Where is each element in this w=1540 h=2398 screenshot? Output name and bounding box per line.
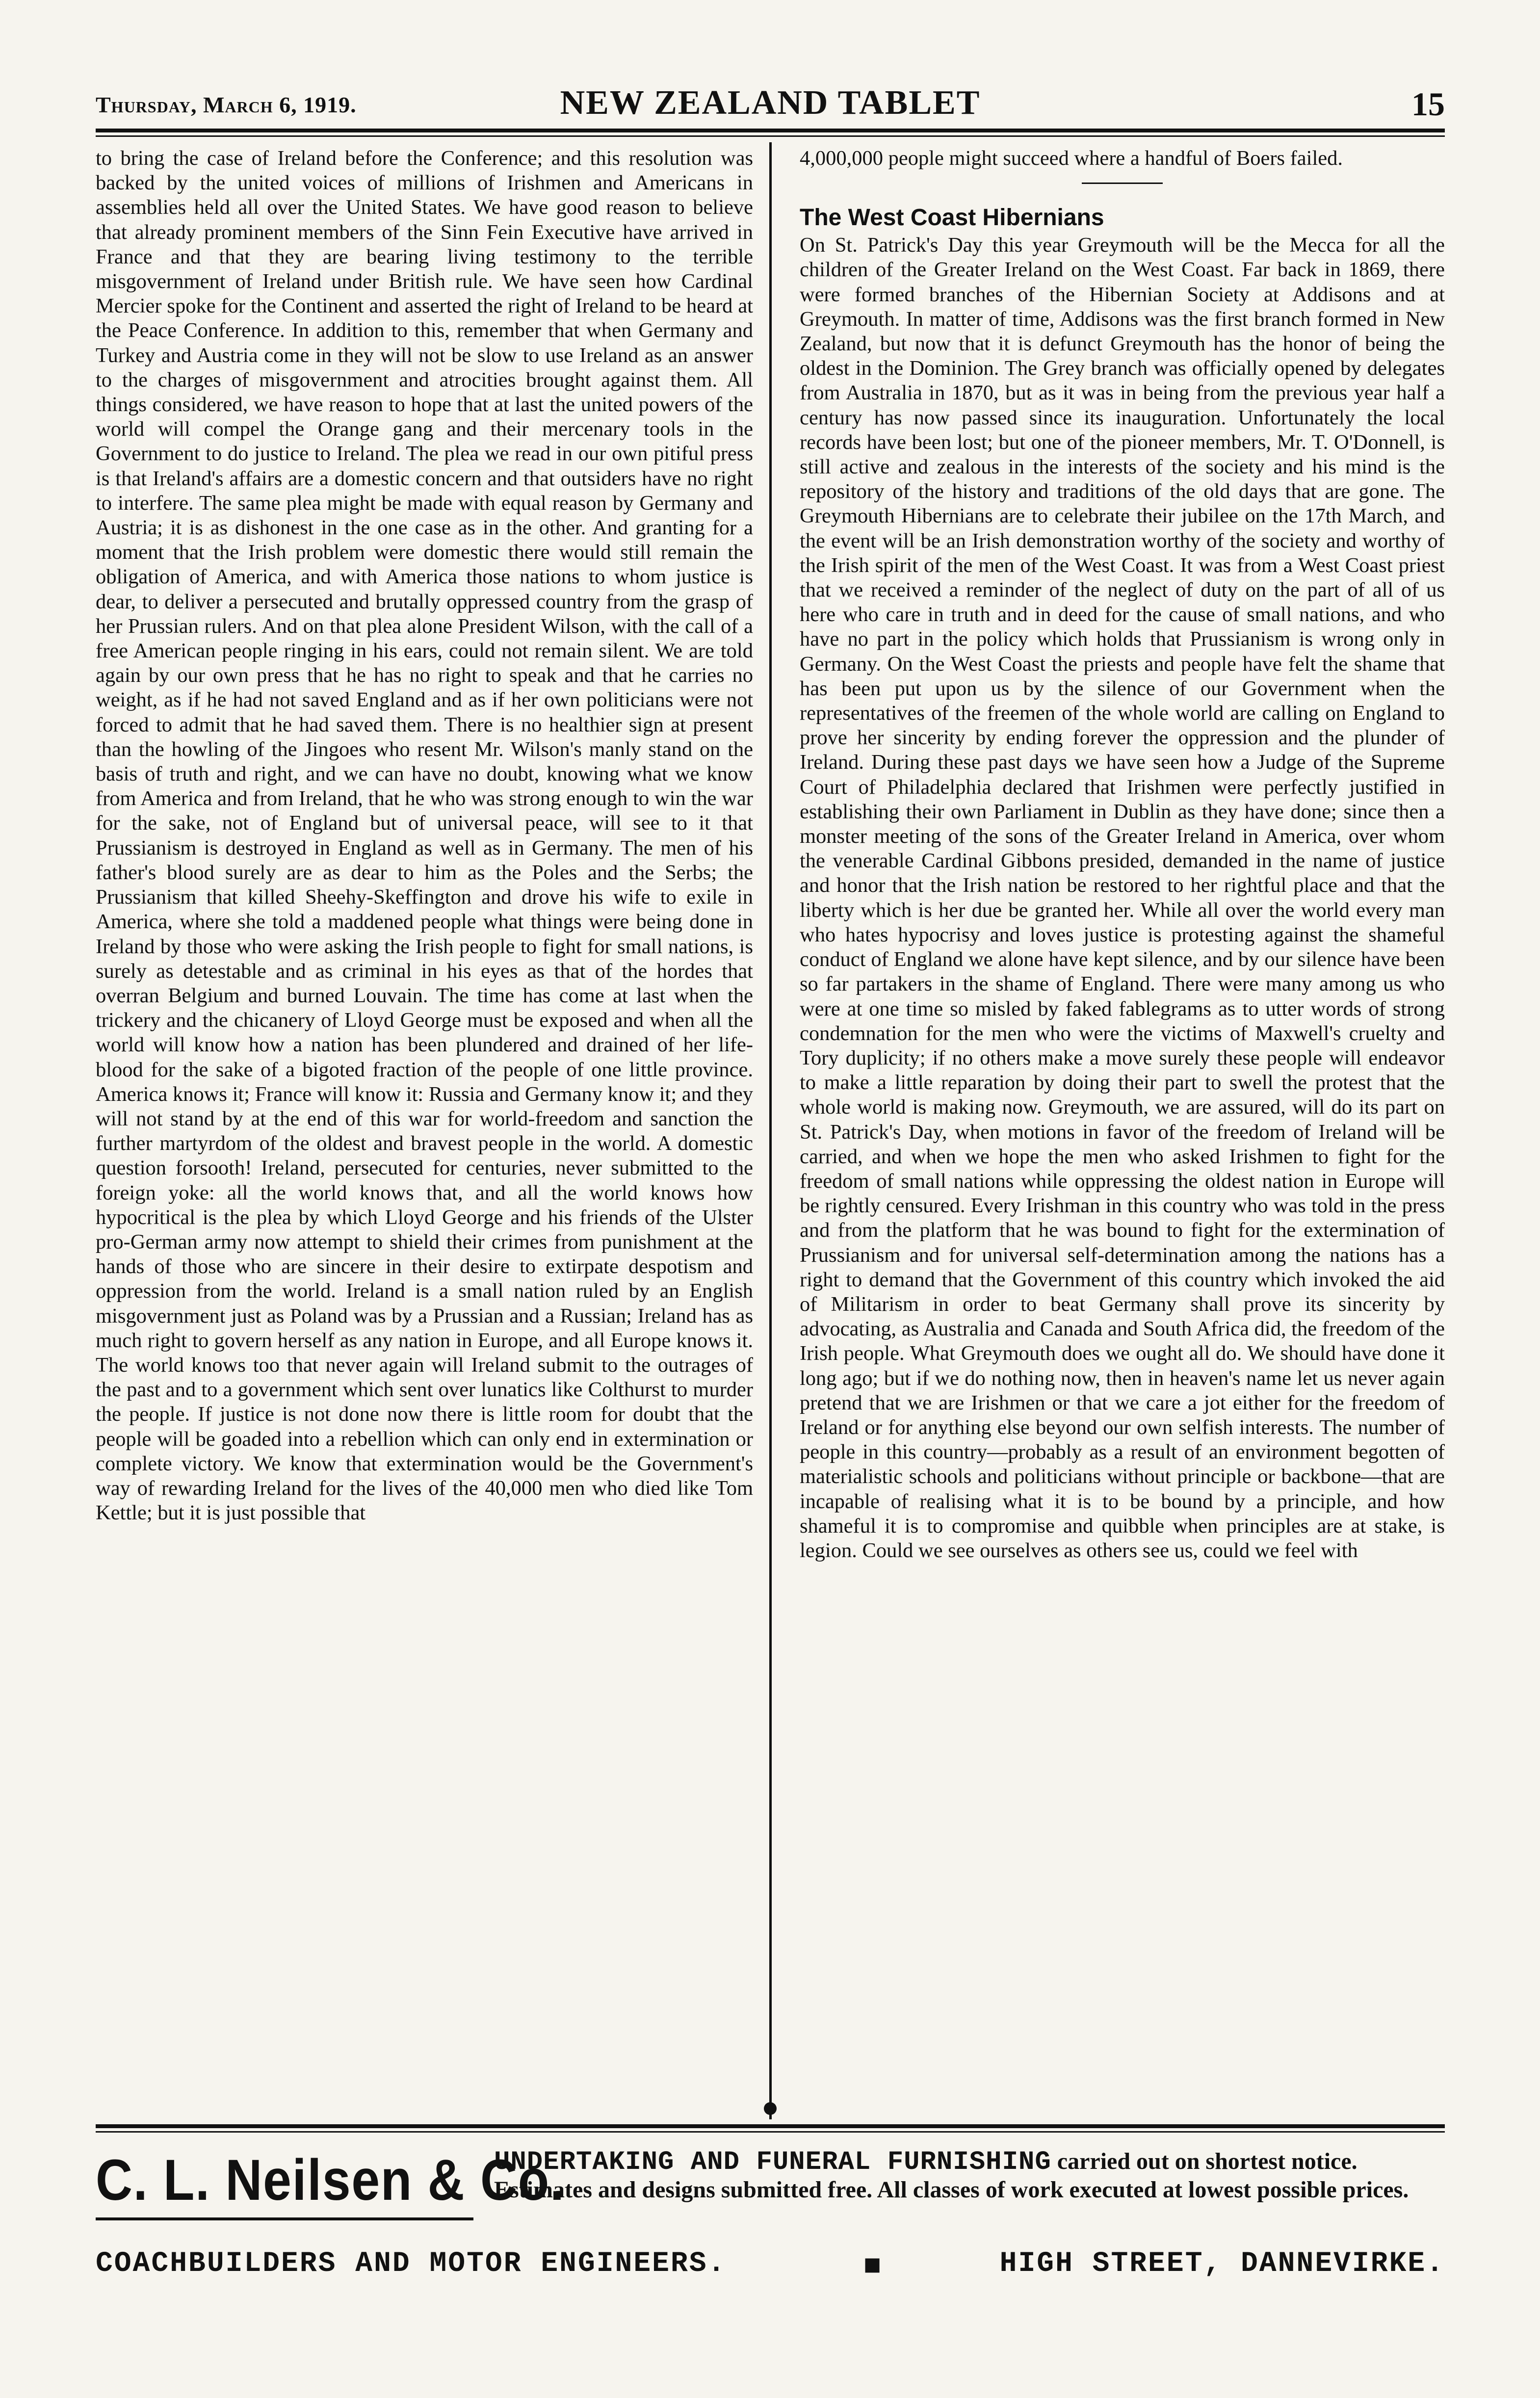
footer-rule-thick [96,2124,1445,2128]
issue-date: Thursday, March 6, 1919. [96,92,357,117]
left-column-text: to bring the case of Ireland before the Conference; and this resolution was backed by the united voices of millions of Irishmen and Americans in assemblies held all over the United States. We have good reason to believe that already prominent members of the Sinn Fein Executive have arrived in France and that they are bearing living testimony to the terrible misgovernment of Ireland under British rule. We have seen how Cardinal Mercier spoke for the Continent and asserted the right of Ireland to be heard at the Peace Conference. In addition to this, remember that when Germany and Turkey and Austria come in they will not be slow to use Ireland as an answer to the charges of misgovernment and atrocities brought against them. All things considered, we have reason to hope that at last the united powers of the world will compel the Orange gang and their mercenary tools in the Government to do justice to Ireland. The plea we read in our own pitiful press is that Ireland's affairs are a domestic concern and that outsiders have no right to interfere. The same plea might be made with equal reason by Germany and Austria; it is as dishonest in the one case as in the other. And granting for a moment that the Irish problem were domestic there would still remain the obligation of America, and with America those nations to whom justice is dear, to deliver a persecuted and brutally oppressed country from the grasp of her Prussian rulers. And on that plea alone President Wilson, with the call of a free American people ringing in his ears, could not remain silent. We are told again by our own press that he has no right to speak and that he carries no weight, as if he had not saved England and as if her own politicians were not forced to admit that he had saved them. There is no healthier sign at present than the howling of the Jingoes who resent Mr. Wilson's manly stand on the basis of truth and right, and we can have no doubt, knowing what we know from America and from Ireland, that he who was strong enough to win the war for the sake, not of England but of universal peace, will see to it that Prussianism is destroyed in England as well as in Germany. The men of his father's blood surely are as dear to him as the Poles and the Serbs; the Prussianism that killed Sheehy-Skeffington and drove his wife to exile in America, where she told a maddened people what things were being done in Ireland by those who were asking the Irish people to fight for small nations, is surely as detestable and as criminal in his eyes as that of the hordes that overran Belgium and burned Louvain. The time has come at last when the trickery and the chicanery of Lloyd George must be exposed and when all the world will know how a nation has been plundered and drained of her life-blood for the sake of a bigoted fraction of the people of one little province. America knows it; France will know it: Russia and Germany know it; and they will not stand by at the end of this war for world-freedom and sanction the further martyrdom of the oldest and bravest people in the world. A domestic question forsooth! Ireland, persecuted for centuries, never submitted to the foreign yoke: all the world knows that, and all the world knows how hypocritical is the plea by which Lloyd George and his friends of the Ulster pro-German army now attempt to shield their crimes from punishment at the hands of those who are sincere in their desire to extirpate despotism and oppression from the world. Ireland is a small nation ruled by an English misgovernment just as Poland was by a Prussian and a Russian; Ireland has as much right to govern herself as any nation in Europe, and all Europe knows it. The world knows too that never again will Ireland submit to the outrages of the past and to a government which sent over lunatics like Colthurst to murder the people. If justice is not done now there is little room for doubt that the people will be goaded into a rebellion which can only end in extermination or complete victory. We know that extermination would be the Government's way of rewarding Ireland for the lives of the 40,000 men who died like Tom Kettle; but it is just possible that [96,147,753,1525]
footer-rule-thin [96,2131,1445,2133]
publication-title: NEW ZEALAND TABLET [560,84,981,122]
advertisement [96,2139,1445,2335]
article-text: On St. Patrick's Day this year Greymouth will be the Mecca for all the children of the Greater Ireland on the West Coast. Far back in 1869, there were formed branches of the Hibernian Society at Addisons and at Greymouth. In matter of time, Addisons was the first branch formed in New Zealand, but now that it is defunct Greymouth has the honor of being the oldest in the Dominion. The Grey branch was officially opened by delegates from Australia in 1870, but as it was in being from the previous year half a century has now passed since its inauguration. Unfortunately the local records have been lost; but one of the pioneer members, Mr. T. O'Donnell, is still active and zealous in the interests of the society and his mind is the repository of the history and traditions of the old days that are gone. The Greymouth Hibernians are to celebrate their jubilee on the 17th March, and the event will be an Irish demonstration worthy of the society and worthy of the Irish spirit of the men of the West Coast. It was from a West Coast priest that we received a reminder of the neglect of duty on the part of all of us here who care in truth and in deed for the cause of small nations, and who have no part in the policy which holds that Prussianism is wrong only in Germany. On the West Coast the priests and people have felt the shame that has been put upon us by the silence of our Government when the representatives of the freemen of the whole world are calling on England to prove her sincerity by ending forever the oppression and the plunder of Ireland. During these past days we have seen how a Judge of the Supreme Court of Philadelphia declared that Irishmen were perfectly justified in establishing their own Parliament in Dublin as they have done; since then a monster meeting of the sons of the Greater Ireland in America, over whom the venerable Cardinal Gibbons presided, demanded in the name of justice and honor that the Irish nation be restored to her rightful place and that the liberty which is her due be granted her. While all over the world every man who hates hypocrisy and loves justice is protesting against the shameful conduct of England we alone have kept silence, and by our silence have been so far partakers in the shame of England. There were many among us who were at one time so misled by faked fablegrams as to utter words of strong condemnation for the men who were the victims of Maxwell's cruelty and Tory duplicity; if no others make a move surely these people will endeavor to make a little reparation by doing their part to swell the protest that the whole world is making now. Greymouth, we are assured, will do its part on St. Patrick's Day, when motions in favor of the freedom of Ireland will be carried, and when we hope the men who asked Irishmen to fight for the freedom of small nations while oppressing the oldest nation in Europe will be rightly censured. Every Irishman in this country who was told in the press and from the platform that he was bound to fight for the extermination of Prussianism and for universal self-determination among the nations has a right to demand that the Government of this country which invoked the aid of Militarism in order to beat Germany shall prove its sincerity by advocating, as Australia and Canada and South Africa did, the freedom of the Irish people. What Greymouth does we ought all do. We should have done it long ago; but if we do nothing now, then in heaven's name let us never again pretend that we are Irishmen or that we care a jot either for the freedom of Ireland or for anything else beyond our own selfish interests. The number of people in this country—probably as a result of an environment begotten of materialistic schools and politicians without principle or backbone—that are incapable of realising what it is to be bound by a principle, and how shameful it is to compromise and quibble when principles are at stake, is legion. Could we see ourselves as others see us, could we feel with [800,234,1445,1562]
header-rule-thin [96,135,1445,137]
ad-services-details: carried out on shortest notice. Estimates and designs submitted free. All classes of work executed at lowest possible prices. [494,2148,1409,2203]
ad-firm-name: C. L. Neilsen & Co. [96,2148,565,2213]
ad-services [494,2148,1441,2204]
ad-trades: COACHBUILDERS AND MOTOR ENGINEERS. [96,2248,727,2280]
ad-services-lead: UNDERTAKING AND FUNERAL FURNISHING [494,2147,1051,2177]
header-rule-thick [96,129,1445,132]
ad-firm-underline [96,2217,473,2220]
masthead [96,81,1445,128]
left-column [96,146,753,2113]
column-divider [769,142,772,2119]
section-heading: The West Coast Hibernians [800,205,1104,231]
ad-address: HIGH STREET, DANNEVIRKE. [999,2248,1445,2280]
continued-text: 4,000,000 people might succeed where a handful of Boers failed. [800,147,1343,170]
right-column [800,146,1445,2113]
ad-separator: ■ [863,2248,882,2281]
page-number: 15 [1411,85,1445,123]
column-divider-ornament [764,2102,777,2115]
section-separator [1082,182,1163,184]
